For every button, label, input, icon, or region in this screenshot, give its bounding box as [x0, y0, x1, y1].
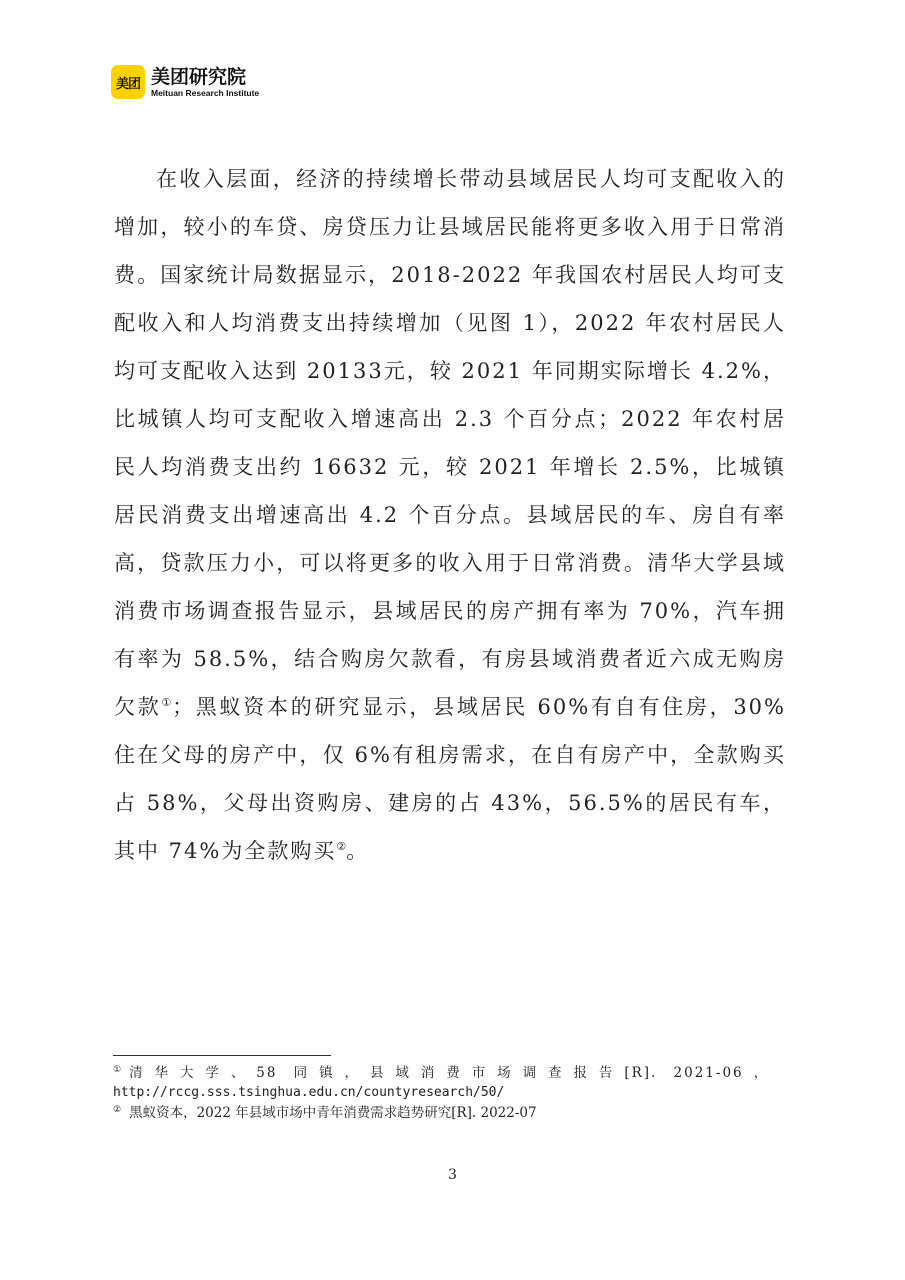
- footnote-ref-1[interactable]: ①: [161, 696, 173, 709]
- footnote-ref-2[interactable]: ②: [336, 840, 347, 853]
- brand-block: [151, 66, 259, 98]
- footnote-2: [113, 1103, 785, 1123]
- footnote-mark: ①: [113, 1064, 122, 1075]
- meituan-logo-icon: 美团: [111, 65, 145, 99]
- footnote-mark: ②: [113, 1104, 122, 1115]
- footnotes: [113, 1063, 785, 1123]
- footnote-1: [113, 1063, 785, 1103]
- header: [111, 63, 259, 101]
- page-number: 3: [448, 1167, 457, 1183]
- brand-name-cn: 美团研究院: [151, 66, 247, 88]
- footnote-text: 清华大学、58 同镇，县域消费市场调查报告[R]. 2021-06，: [129, 1065, 770, 1081]
- body-paragraph: [114, 155, 786, 875]
- footnote-url-link[interactable]: http://rccg.sss.tsinghua.edu.cn/countyresearch/50/: [113, 1085, 505, 1100]
- footnote-text: 黑蚁资本，2022 年县域市场中青年消费需求趋势研究[R]. 2022-07: [129, 1105, 537, 1121]
- body-text-part-3: 。: [346, 839, 370, 863]
- brand-name-en: Meituan Research Institute: [151, 88, 260, 98]
- body-text-part-1: 在收入层面，经济的持续增长带动县域居民人均可支配收入的增加，较小的车贷、房贷压力让县域居民能将更多收入用于日常消费。国家统计局数据显示，2018-2022 年我国农村居民人均可支配收入和人均消费支出持续增加（见图 1），2022 年农村居民人均可支配收入达到 20133元，较 2021 年同期实际增长 4.2%，比城镇人均可支配收入增速高出 2.3 个百分点；2022 年农村居民人均消费支出约 16632 元，较 2021 年增长 2.5%，比城镇居民消费支出增速高出 4.2 个百分点。县域居民的车、房自有率高，贷款压力小，可以将更多的收入用于日常消费。清华大学县域消费市场调查报告显示，县域居民的房产拥有率为 70%，汽车拥有率为 58.5%，结合购房欠款看，有房县域消费者近六成无购房欠款: [114, 167, 786, 719]
- body-text-part-2: ；黑蚁资本的研究显示，县域居民 60%有自有住房，30%住在父母的房产中，仅 6%有租房需求，在自有房产中，全款购买占 58%，父母出资购房、建房的占 43%，56.5%的居民有车，其中 74%为全款购买: [114, 695, 786, 863]
- footnote-divider: [113, 1055, 331, 1056]
